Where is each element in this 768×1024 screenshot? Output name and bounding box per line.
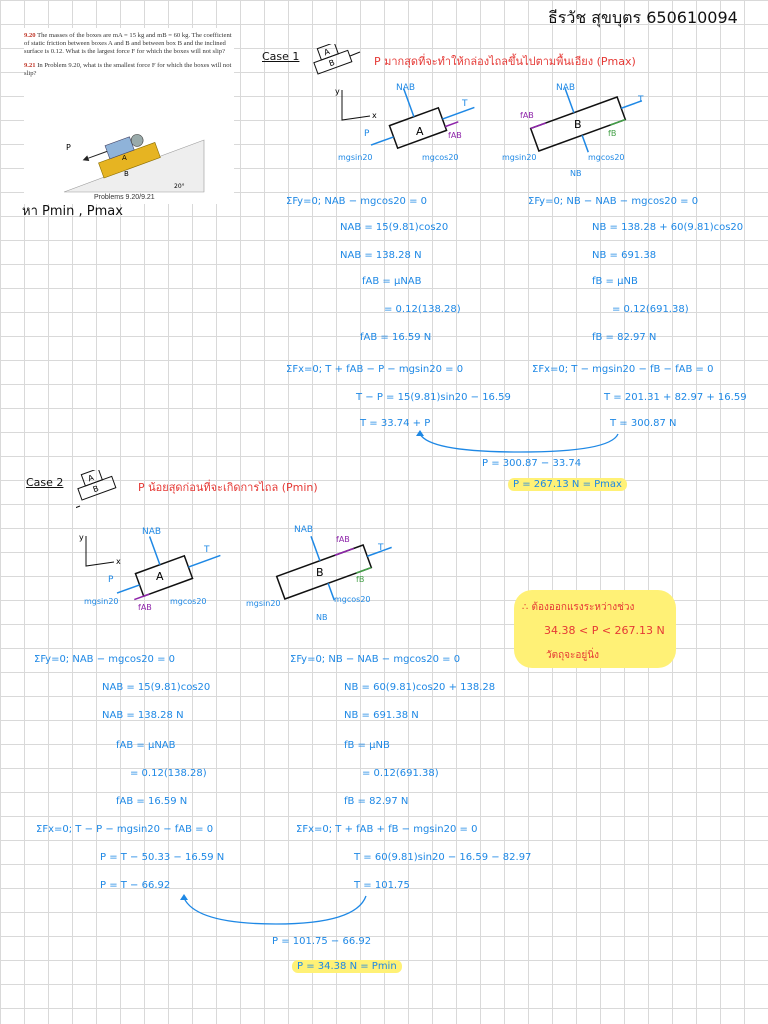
conclusion-line-2: 34.38 < P < 267.13 N [544, 624, 665, 637]
case2-b-fb: fB [356, 575, 365, 584]
case1-left-eq-1: NAB = 15(9.81)cos20 [340, 222, 449, 233]
svg-text:y: y [335, 87, 340, 96]
figure-caption: Problems 9.20/9.21 [94, 194, 155, 201]
case1-a-box-label: A [416, 125, 424, 138]
case1-b-box-label: B [574, 118, 582, 131]
case1-a-fab: fAB [448, 131, 462, 140]
case1-a-t: T [462, 99, 468, 109]
case2-left-eq-8: P = T − 66.92 [100, 880, 171, 891]
problem-920-text: The masses of the boxes are mA = 15 kg and mB = 60 kg. The coefficient of static friction between boxes A and B and between box B and the inclined surface is 0.12. What is the largest force F for which the boxes will not slip? [24, 32, 232, 55]
case1-label: Case 1 [262, 50, 300, 63]
case1-b-nb: NB [570, 169, 582, 178]
problem-number-920: 9.20 [24, 32, 36, 39]
case1-result: P = 267.13 N = Pmax [508, 478, 627, 491]
case1-b-w1: mgsin20 [502, 153, 537, 162]
case2-right-eq-5: fB = 82.97 N [344, 796, 409, 807]
case2-left-eq-1: NAB = 15(9.81)cos20 [102, 682, 211, 693]
problem-number-921: 9.21 [24, 62, 36, 69]
case2-a-w1: mgsin20 [84, 597, 119, 606]
case2-result: P = 34.38 N = Pmin [292, 960, 402, 973]
case1-description: P มากสุดที่จะทำให้กล่องไถลขึ้นไปตามพื้นเอียง (Pmax) [374, 55, 636, 68]
conclusion-line-3: วัตถุจะอยู่นิ่ง [546, 650, 599, 661]
incline-figure [24, 100, 234, 196]
svg-text:y: y [79, 533, 84, 542]
case1-right-eq-0: ΣFy=0; NB − NAB − mgcos20 = 0 [528, 196, 699, 207]
case2-right-eq-4: = 0.12(691.38) [362, 768, 439, 779]
case1-combine-arrow [410, 430, 630, 460]
case1-right-eq-1: NB = 138.28 + 60(9.81)cos20 [592, 222, 744, 233]
figure-label-a: A [122, 154, 127, 162]
case1-left-eq-2: NAB = 138.28 N [340, 250, 422, 261]
case1-stack-icon [312, 44, 362, 84]
case2-fbd-b [244, 520, 414, 630]
case2-combine-arrow [176, 892, 376, 932]
case2-combine: P = 101.75 − 66.92 [272, 936, 372, 947]
case2-right-eq-7: T = 60(9.81)sin20 − 16.59 − 82.97 [354, 852, 532, 863]
svg-text:B: B [327, 57, 336, 69]
case1-left-eq-8: T = 33.74 + P [360, 418, 431, 429]
case2-b-w1: mgsin20 [246, 599, 281, 608]
case1-b-t: T [638, 95, 644, 105]
case1-a-w1: mgsin20 [338, 153, 373, 162]
case2-right-eq-8: T = 101.75 [354, 880, 410, 891]
case1-right-eq-8: T = 300.87 N [610, 418, 677, 429]
case2-label: Case 2 [26, 476, 64, 489]
case1-left-eq-3: fAB = μNAB [362, 276, 422, 287]
case1-left-eq-6: ΣFx=0; T + fAB − P − mgsin20 = 0 [286, 364, 464, 375]
case2-b-fab: fAB [336, 535, 350, 544]
case2-a-w2: mgcos20 [170, 597, 207, 606]
case2-left-eq-4: = 0.12(138.28) [130, 768, 207, 779]
case1-b-w2: mgcos20 [588, 153, 625, 162]
case2-right-eq-6: ΣFx=0; T + fAB + fB − mgsin20 = 0 [296, 824, 478, 835]
figure-label-b: B [124, 170, 129, 178]
case2-stack-icon [76, 470, 126, 510]
case1-b-fb: fB [608, 129, 617, 138]
case1-left-eq-0: ΣFy=0; NAB − mgcos20 = 0 [286, 196, 428, 207]
case1-b-fab: fAB [520, 111, 534, 120]
case1-left-eq-5: fAB = 16.59 N [360, 332, 432, 343]
case1-right-eq-7: T = 201.31 + 82.97 + 16.59 [604, 392, 747, 403]
case1-right-eq-6: ΣFx=0; T − mgsin20 − fB − fAB = 0 [532, 364, 714, 375]
case2-a-t: T [204, 545, 210, 555]
case1-combine: P = 300.87 − 33.74 [482, 458, 582, 469]
case1-left-eq-4: = 0.12(138.28) [384, 304, 461, 315]
figure-angle: 20° [174, 183, 185, 190]
svg-text:A: A [86, 473, 95, 484]
case1-a-p: P [364, 129, 370, 139]
case2-a-box-label: A [156, 570, 164, 583]
svg-text:x: x [116, 557, 121, 566]
case1-right-eq-5: fB = 82.97 N [592, 332, 657, 343]
case2-right-eq-1: NB = 60(9.81)cos20 + 138.28 [344, 682, 496, 693]
case2-a-p: P [108, 575, 114, 585]
case2-right-eq-2: NB = 691.38 N [344, 710, 419, 721]
case1-right-eq-2: NB = 691.38 [592, 250, 657, 261]
figure-label-p: P [66, 143, 71, 152]
case2-b-nb: NB [316, 613, 328, 622]
svg-text:A: A [322, 47, 331, 58]
case2-left-eq-7: P = T − 50.33 − 16.59 N [100, 852, 225, 863]
case2-a-nab: NAB [142, 527, 162, 537]
case2-left-eq-5: fAB = 16.59 N [116, 796, 188, 807]
svg-text:x: x [372, 111, 377, 120]
case2-left-eq-2: NAB = 138.28 N [102, 710, 184, 721]
case2-right-eq-0: ΣFy=0; NB − NAB − mgcos20 = 0 [290, 654, 461, 665]
case2-b-box-label: B [316, 566, 324, 579]
case1-a-w2: mgcos20 [422, 153, 459, 162]
case1-a-nab: NAB [396, 83, 416, 93]
conclusion-line-1: ∴ ต้องออกแรงระหว่างช่วง [522, 602, 635, 613]
problem-statement [24, 28, 234, 204]
student-name: ธีรวัช สุขบุตร 650610094 [548, 8, 738, 27]
case1-right-eq-3: fB = μNB [592, 276, 638, 287]
case1-fbd-a [330, 80, 490, 180]
case2-left-eq-6: ΣFx=0; T − P − mgsin20 − fAB = 0 [36, 824, 214, 835]
case2-left-eq-3: fAB = μNAB [116, 740, 176, 751]
case1-b-nab: NAB [556, 83, 576, 93]
problem-921-text: In Problem 9.20, what is the smallest force F for which the boxes will not slip? [24, 62, 232, 77]
case1-left-eq-7: T − P = 15(9.81)sin20 − 16.59 [356, 392, 511, 403]
case2-b-w2: mgcos20 [334, 595, 371, 604]
case2-fbd-a [74, 520, 244, 630]
case2-b-nab: NAB [294, 525, 314, 535]
case2-right-eq-3: fB = μNB [344, 740, 390, 751]
case2-description: P น้อยสุดก่อนที่จะเกิดการไถล (Pmin) [138, 481, 318, 494]
find-text: หา Pmin , Pmax [22, 204, 123, 219]
case1-fbd-b [498, 80, 658, 190]
svg-text:B: B [91, 483, 100, 495]
case2-b-t: T [378, 543, 384, 553]
case2-left-eq-0: ΣFy=0; NAB − mgcos20 = 0 [34, 654, 176, 665]
case1-right-eq-4: = 0.12(691.38) [612, 304, 689, 315]
case2-a-fab: fAB [138, 603, 152, 612]
